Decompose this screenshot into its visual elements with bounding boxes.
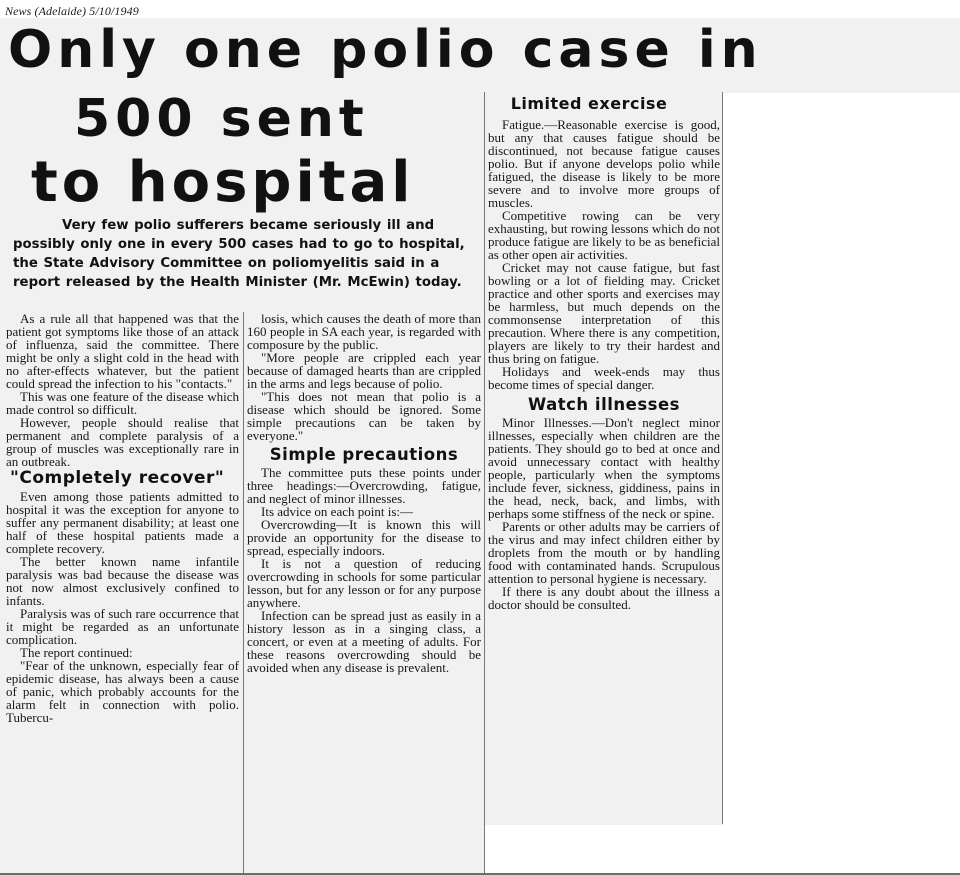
headline-line-2: 500 sent xyxy=(74,89,369,149)
middle-paragraph: Infection can be spread just as easily in a history lesson as in a singing class, a concert, or even at a meeting of adults. For these reasons overcrowding should be avoided when any disease is prevalent. xyxy=(247,608,481,675)
left-paragraph: "Fear of the unknown, especially fear of epidemic disease, has always been a cause of panic, which probably accounts for the alarm felt in connection with polio. Tubercu- xyxy=(6,658,239,725)
right-paragraph: Holidays and week-ends may thus become times of special danger. xyxy=(488,364,720,392)
right-paragraph: Minor Illnesses.—Don't neglect minor illnesses, especially when children are the patients. They should go to bed at once and avoid unnecessary contact with healthy people, particularly when the symptoms include fever, sickness, giddiness, pains in the head, neck, back, and limbs, with perhaps some stiffness of the neck or spine. xyxy=(488,415,720,521)
article-column-left xyxy=(6,312,239,724)
column-rule-left xyxy=(243,312,244,875)
middle-paragraph: "This does not mean that polio is a disease which should be ignored. Some simple precautions can be taken by everyone." xyxy=(247,389,481,443)
left-paragraph: As a rule all that happened was that the patient got symptoms like those of an attack of influenza, said the committee. There might be only a slight cold in the head with no after-effects whatever, but the patient could spread the infection to his "contacts." xyxy=(6,311,239,391)
completely-recover-subhead: "Completely recover" xyxy=(10,468,225,488)
middle-paragraph: "More people are crippled each year because of damaged hearts than are crippled in the arms and legs because of polio. xyxy=(247,350,481,391)
left-paragraph: Even among those patients admitted to hospital it was the exception for anyone to suffer any permanent disability; at least one half of these hospital patients made a complete recovery. xyxy=(6,489,239,556)
headline-line-3: to hospital xyxy=(31,150,415,215)
right-paragraph: Fatigue.—Reasonable exercise is good, but any that causes fatigue should be discontinued, not because fatigue causes polio. But if anyone develops polio while fatigued, the disease is likely to be more severe and to involve more groups of muscles. xyxy=(488,117,720,210)
article-column-middle xyxy=(247,312,481,674)
simple-precautions-subhead: Simple precautions xyxy=(269,445,459,464)
left-paragraph: Paralysis was of such rare occurrence that it might be regarded as an unfortunate complication. xyxy=(6,606,239,647)
left-paragraph: The better known name infantile paralysis was bad because the disease was not now almost exclusively confined to infants. xyxy=(6,554,239,608)
limited-exercise-subhead: Limited exercise xyxy=(510,94,668,113)
middle-paragraph: Overcrowding—It is known this will provide an opportunity for the disease to spread, especially indoors. xyxy=(247,517,481,558)
left-paragraph: However, people should realise that permanent and complete paralysis of a group of muscles was exceptionally rare in an outbreak. xyxy=(6,415,239,469)
intro-paragraph: Very few polio sufferers became seriously ill and possibly only one in every 500 cases had to go to hospital, the State Advisory Committee on poliomyelitis said in a report released by the Health Minister (Mr. McEwin) today. xyxy=(13,218,465,290)
right-paragraph: If there is any doubt about the illness a doctor should be consulted. xyxy=(488,584,720,612)
left-paragraph: The report continued: xyxy=(20,645,133,660)
watch-illnesses-subhead: Watch illnesses xyxy=(528,395,680,414)
headline-line-1: Only one polio case in xyxy=(8,20,763,80)
right-paragraph: Parents or other adults may be carriers of the virus and may infect children either by droplets from the mouth or by handling food with contaminated hands. Scrupulous attention to personal hygiene is necessary. xyxy=(488,519,720,586)
middle-paragraph: Its advice on each point is:— xyxy=(261,504,413,519)
column-rule-right xyxy=(722,92,723,824)
source-label: News (Adelaide) 5/10/1949 xyxy=(5,4,139,18)
middle-paragraph: The committee puts these points under three headings:—Overcrowding, fatigue, and neglect of minor illnesses. xyxy=(247,465,481,506)
left-paragraph: This was one feature of the disease which made control so difficult. xyxy=(6,389,239,417)
right-paragraph: Cricket may not cause fatigue, but fast bowling or a lot of fielding may. Cricket practice and other sports and exercises may be harmless, but much depends on the commonsense interpretation of this precaution. Where there is any competition, players are likely to try their hardest and thus bring on fatigue. xyxy=(488,260,720,366)
right-paragraph: Competitive rowing can be very exhausting, but rowing lessons which do not produce fatigue are likely to be as beneficial as other open air activities. xyxy=(488,208,720,262)
middle-paragraph: It is not a question of reducing overcrowding in schools for some particular lesson, but for any lesson or for any purpose anywhere. xyxy=(247,556,481,610)
middle-paragraph: losis, which causes the death of more than 160 people in SA each year, is regarded with composure by the public. xyxy=(247,311,481,352)
column-rule-middle xyxy=(484,92,485,875)
article-column-right xyxy=(488,118,720,611)
